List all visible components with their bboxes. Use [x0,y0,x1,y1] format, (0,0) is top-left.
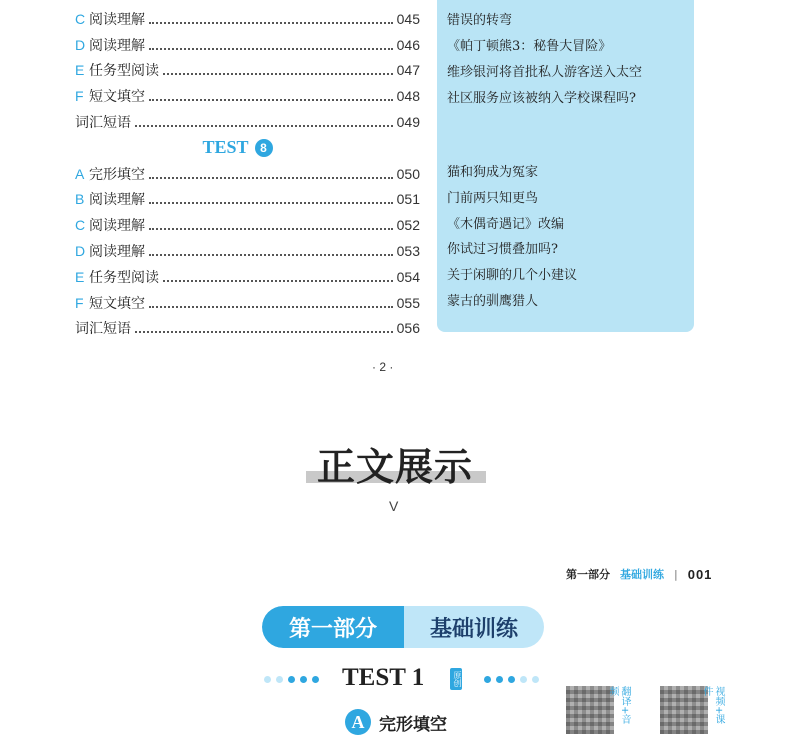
running-head-subtitle: 基础训练 [620,568,664,581]
banner-subtitle: 基础训练 [429,616,518,642]
qr-label: 视频+课件 [701,686,724,725]
toc-page: 049 [396,114,420,131]
divider: | [674,567,678,581]
dot-icon [484,676,491,683]
toc-label: 词汇短语 [75,115,131,132]
toc-label: 阅读理解 [89,218,145,235]
section-a-heading [345,709,447,735]
toc-label: 阅读理解 [89,11,145,28]
toc-row[interactable] [75,264,420,290]
toc-page: 052 [396,217,420,234]
dot-icon [532,676,539,683]
dot-icon [276,676,283,683]
toc-row[interactable] [75,32,420,58]
dot-leader [163,73,393,75]
showcase-heading [300,436,490,496]
dot-icon [520,676,527,683]
topic-title: 社区服务应该被纳入学校课程吗? [447,91,636,106]
toc-page: 056 [396,320,420,337]
dot-leader [163,280,393,282]
dot-leader [149,202,393,204]
topic-title: 蒙古的驯鹰猎人 [447,294,539,309]
toc-letter: D [75,36,86,53]
dot-icon [288,676,295,683]
toc-letter: D [75,243,86,260]
decorative-dots-right [484,676,539,683]
toc-row[interactable] [75,161,420,187]
dot-leader [149,48,393,50]
toc-label: 词汇短语 [75,321,131,338]
section-banner [262,606,544,648]
toc-page: 050 [396,165,420,182]
toc-page: 048 [396,88,420,105]
toc-letter: B [75,191,85,208]
toc-label: 阅读理解 [89,37,145,54]
toc-label: 短文填空 [89,295,145,312]
table-of-contents [75,6,420,341]
toc-label: 短文填空 [89,89,145,106]
toc-page: 055 [396,294,420,311]
toc-page: 047 [396,62,420,79]
topic-title: 《木偶奇遇记》改编 [447,217,565,232]
dot-leader [149,228,393,230]
toc-page: 054 [396,268,420,285]
dot-leader [149,22,393,24]
toc-letter: C [75,10,86,27]
topic-title: 门前两只知更鸟 [447,191,539,206]
toc-row[interactable] [75,187,420,213]
toc-letter: C [75,217,86,234]
qr-label: 翻译+音频 [607,686,630,725]
toc-label: 任务型阅读 [89,269,159,286]
topic-title: 你试过习惯叠加吗? [447,242,558,257]
toc-letter: A [75,165,85,182]
running-head-page: 001 [687,566,713,582]
dot-icon [508,676,515,683]
chevron-down-icon: V [389,498,399,514]
toc-row[interactable] [75,238,420,264]
toc-letter: F [75,294,84,311]
test-title: TEST 1 [342,664,425,691]
original-badge: 原创 [450,668,462,690]
toc-page: 053 [396,243,420,260]
toc-page: 051 [396,191,420,208]
toc-row[interactable] [75,316,420,342]
toc-row[interactable] [75,212,420,238]
toc-label: 任务型阅读 [89,63,159,80]
dot-leader [149,99,393,101]
toc-letter: E [75,268,85,285]
section-letter-badge: A [345,709,371,735]
section-title: 完形填空 [379,714,447,735]
dot-leader [135,125,393,127]
topic-title: 关于闲聊的几个小建议 [447,268,578,283]
toc-label: 完形填空 [89,166,145,183]
dot-leader [149,177,393,179]
toc-row[interactable] [75,58,420,84]
toc-label: 阅读理解 [89,192,145,209]
running-head [566,566,712,582]
topic-title: 猫和狗成为冤家 [447,165,539,180]
toc-row[interactable] [75,6,420,32]
toc-letter: F [75,88,84,105]
decorative-dots-left [264,676,319,683]
toc-row[interactable] [75,290,420,316]
toc-test-heading [75,135,420,161]
dot-icon [496,676,503,683]
toc-row[interactable] [75,83,420,109]
banner-part-label: 第一部分 [262,606,404,648]
topic-title: 维珍银河将首批私人游客送入太空 [447,65,643,80]
dot-leader [149,306,393,308]
toc-row[interactable] [75,109,420,135]
toc-letter: E [75,62,85,79]
toc-page: 046 [396,36,420,53]
dot-icon [312,676,319,683]
toc-label: 阅读理解 [89,244,145,261]
test-heading [262,664,544,698]
dot-icon [300,676,307,683]
test-label: TEST [202,137,249,158]
page-number: · 2 · [372,360,394,374]
dot-icon [264,676,271,683]
running-head-part: 第一部分 [566,568,610,581]
topic-title: 《帕丁顿熊3：秘鲁大冒险》 [447,39,612,54]
showcase-title: 正文展示 [316,445,473,489]
test-number-badge: 8 [255,139,273,157]
dot-leader [149,254,393,256]
topic-title: 错误的转弯 [447,13,513,28]
toc-page: 045 [396,10,420,27]
dot-leader [135,331,393,333]
